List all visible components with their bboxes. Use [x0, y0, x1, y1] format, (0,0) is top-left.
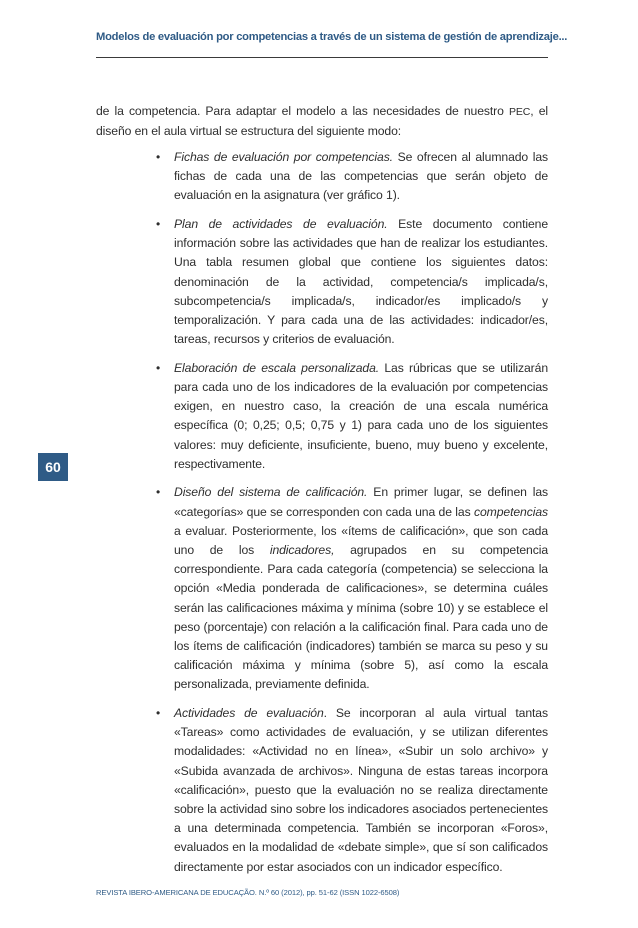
journal-footer: REVISTA IBERO-AMERICANA DE EDUCAÇÃO. N.º 60 (2012), pp. 51-62 (ISSN 1022-6508): [96, 888, 400, 897]
bullet-term: Diseño del sistema de calificación.: [174, 485, 368, 500]
bullet-term: Elaboración de escala personalizada.: [174, 360, 380, 375]
bullet-text: a evaluar. Posteriormente, los «ítems de calificación», que son cada uno de los: [174, 523, 548, 558]
list-item: [96, 215, 548, 349]
bullet-icon: •: [156, 217, 161, 231]
bullet-icon: •: [156, 485, 161, 500]
bullet-text: agrupados en su competencia correspondiente. Para cada categoría (competencia) se selecciona la opción «Media ponderada de calificaciones», se determina cuáles serán las calificaciones máxima y mínima (sobre 10) y se establece el peso (porcentaje) con relación a la calificación final. Para cada uno de los ítems de calificación (indicadores) también se marca su peso y su calificación máxima y mínima (sobre 5), así como la escala personalizada, previamente definida.: [174, 543, 548, 692]
emphasis-competencias: competencias: [474, 504, 548, 519]
intro-text-end: , el diseño en el aula virtual se estructura del siguiente modo:: [96, 104, 549, 139]
intro-paragraph: [96, 102, 548, 141]
list-item: [96, 359, 548, 474]
bullet-term: Plan de actividades de evaluación.: [174, 217, 388, 231]
list-item: [96, 483, 548, 694]
bullet-icon: •: [156, 706, 161, 721]
running-header: Modelos de evaluación por competencias a través de un sistema de gestión de aprendizaje...: [96, 31, 568, 43]
bullet-term: Fichas de evaluación por competencias.: [174, 150, 393, 164]
page-number-badge: 60: [38, 453, 68, 481]
bullet-icon: •: [156, 150, 161, 164]
header-divider: [96, 57, 548, 58]
bullet-term: Actividades de evaluación: [174, 706, 324, 721]
bullet-text: En primer lugar, se definen las «categorías» que se corresponden con cada una de las: [174, 485, 548, 519]
list-item: [96, 704, 548, 877]
bullet-list: [96, 148, 548, 886]
bullet-text: . Se incorporan al aula virtual tantas «Tareas» como actividades de evaluación, y se utilizan diferentes modalidades: «Actividad no en línea», «Subir un solo archivo» y «Subida avanzada de archivos». Ninguna de estas tareas incorpora «calificación», puesto que la evaluación no se realiza directamente sobre la actividad sino sobre los indicadores asociados pertenecientes a una determinada competencia. También se incorporan «Foros», evaluados en la modalidad de «debate simple», que sí son calificados directamente por estar asociados con un indicador específico.: [174, 706, 548, 874]
bullet-text: Este documento contiene información sobre las actividades que han de realizar los estudiantes. Una tabla resumen global que contiene los siguientes datos: denominación de la actividad, competencia/s implicada/s, subcompetencia/s implicada/s, indicador/es implicado/s y temporalización. Y para cada una de las actividades: indicador/es, tareas, recursos y criterios de evaluación.: [174, 217, 548, 347]
pec-abbreviation: PEC: [508, 106, 531, 118]
intro-text-start: de la competencia. Para adaptar el modelo a las necesidades de nuestro: [96, 104, 509, 118]
bullet-text: Se ofrecen al alumnado las fichas de cada una de las competencias que serán objeto de evaluación en la asignatura (ver gráfico 1).: [174, 150, 548, 203]
list-item: [96, 148, 548, 206]
emphasis-indicadores: indicadores,: [269, 543, 335, 558]
bullet-text: Las rúbricas que se utilizarán para cada uno de los indicadores de la evaluación por competencias exigen, en nuestro caso, la creación de una escala numérica específica (0; 0,25; 0,5; 0,75 y 1) para cada uno de los siguientes valores: muy deficiente, insuficiente, bueno, muy bueno y excelente, respectivamente.: [174, 360, 548, 471]
bullet-icon: •: [156, 360, 161, 375]
